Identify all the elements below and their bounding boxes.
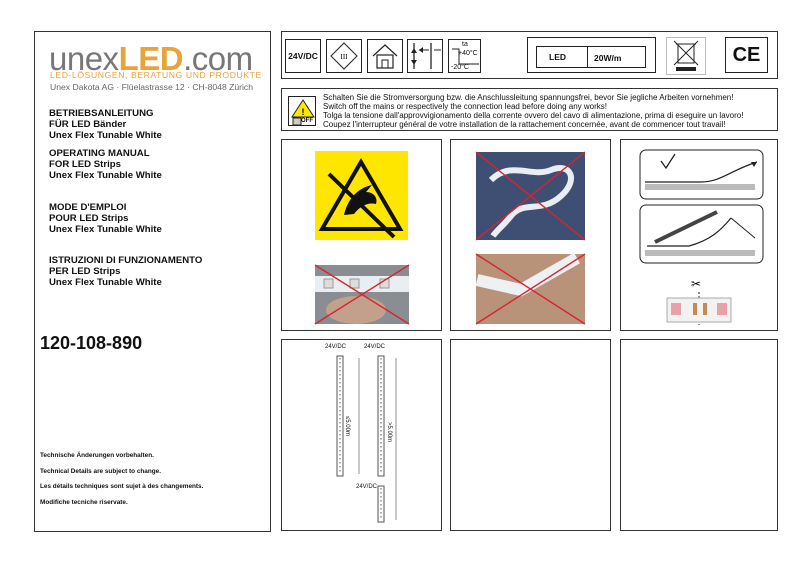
safety-warning bbox=[281, 88, 778, 131]
max-length-panel bbox=[281, 339, 442, 531]
supply-label-2: 24V/DC bbox=[364, 344, 386, 350]
brand-tagline: LED-LÖSUNGEN, BERATUNG UND PRODUKTE bbox=[50, 70, 262, 80]
power-off-icon: ! OFF bbox=[288, 96, 316, 126]
title-fr: MODE D'EMPLOI POUR LED Strips Unex Flex Tunable White bbox=[49, 202, 162, 235]
supply-label-1: 24V/DC bbox=[325, 344, 347, 350]
voltage-icon: 24V/DC bbox=[285, 39, 321, 73]
weee-bin-icon bbox=[666, 37, 706, 75]
twisted-strip-photo bbox=[476, 152, 585, 240]
led-touch-photo bbox=[315, 265, 409, 324]
handling-panel bbox=[450, 139, 611, 331]
svg-text:!: ! bbox=[301, 107, 305, 117]
mounting-panel bbox=[620, 139, 778, 331]
spec-icons-row bbox=[281, 31, 778, 79]
strip-single-feed bbox=[337, 356, 343, 476]
ambient-temperature-icon: ta +40°C -20°C bbox=[448, 39, 481, 73]
brand-address: Unex Dakota AG · Flüelastrasse 12 · CH-8048 Zürich bbox=[50, 82, 253, 92]
brand-logo: unexLED.com bbox=[49, 40, 253, 77]
stretched-strip-photo bbox=[476, 254, 585, 324]
length-label-long: >5.00m bbox=[386, 422, 392, 443]
correct-bending-diagram bbox=[640, 150, 763, 199]
strip-mounting-diagram bbox=[640, 205, 763, 263]
mounting-distance-icon bbox=[407, 39, 443, 73]
change-notes: Technische Änderungen vorbehalten. Technical Details are subject to change. Les détails techniques sont sujet à des changements. Modifiche tecniche riservate. bbox=[40, 452, 204, 506]
empty-panel-1 bbox=[450, 339, 611, 531]
esd-panel bbox=[281, 139, 442, 331]
esd-warning-icon bbox=[315, 151, 408, 240]
svg-text:✂: ✂ bbox=[690, 277, 702, 291]
title-de: BETRIEBSANLEITUNG FÜR LED Bänder Unex Flex Tunable White bbox=[49, 108, 162, 141]
indoor-use-icon bbox=[367, 39, 403, 73]
power-rating-box: LED 20W/m bbox=[527, 37, 656, 73]
ce-mark-icon: CE bbox=[725, 37, 768, 73]
protection-class-icon bbox=[326, 39, 362, 73]
svg-text:III: III bbox=[340, 53, 348, 61]
strip-double-feed bbox=[378, 356, 384, 522]
cut-line-diagram bbox=[667, 277, 731, 325]
length-label-short: ≤5.00m bbox=[344, 416, 350, 436]
title-it: ISTRUZIONI DI FUNZIONAMENTO PER LED Strips Unex Flex Tunable White bbox=[49, 255, 203, 288]
cover-panel bbox=[34, 31, 271, 532]
empty-panel-2 bbox=[620, 339, 778, 531]
article-number: 120-108-890 bbox=[40, 333, 143, 353]
supply-label-3: 24V/DC bbox=[356, 484, 378, 490]
title-en: OPERATING MANUAL FOR LED Strips Unex Flex Tunable White bbox=[49, 148, 162, 181]
warning-text: Schalten Sie die Stromversorgung bzw. die Anschlussleitung spannungsfrei, bevor Sie jegliche Arbeiten vornehmen! Switch off the mains or respectively the connection lead before doing any works! Tolga la tensione dall'approvvigionamento della corrente ovvero del cavo di alimentazione, prima di eseguire un lavoro! Coupez l'interrupteur général de votre installation de la rattachement concernée, avant de commencer tout travail! bbox=[323, 93, 744, 129]
